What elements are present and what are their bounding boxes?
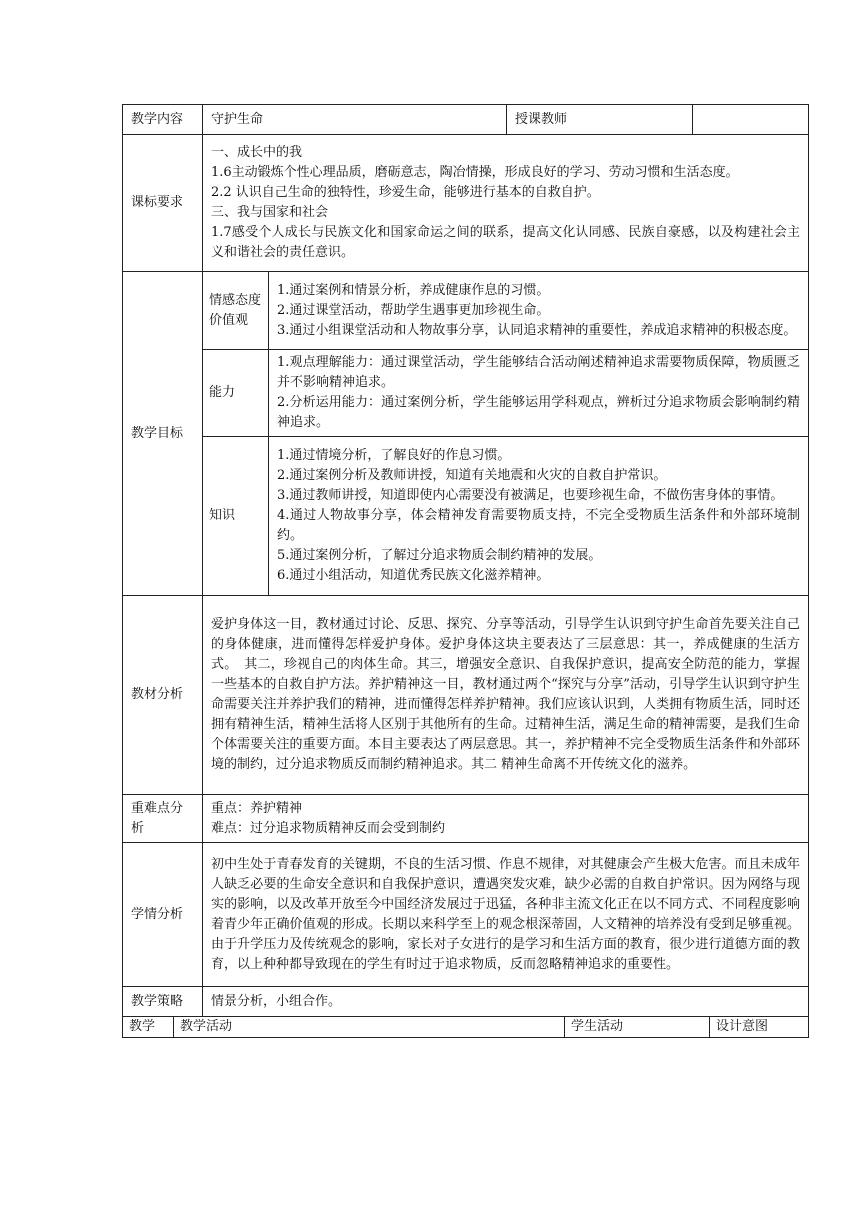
process-col-stage: 教学 <box>123 1017 174 1038</box>
textbook-content: 爱护身体这一目，教材通过讨论、反思、探究、分享等活动，引导学生认识到守护生命首先要关注自己的身体健康，进而懂得怎样爱护身体。爱护身体这块主要表达了三层意思：其一，养成健康的生活方式。 其二，珍视自己的肉体生命。其三，增强安全意识、自我保护意识，提高安全防范的能力，掌握一些基本的自救自护方法。养护精神这一目，教材通过两个“探究与分享”活动，引导学生认识到守护生命需要关注并养护我们的精神，进而懂得怎样养护精神。我们应该认识到，人类拥有物质生活，同时还拥有精神生活，精神生活将人区别于其他所有的生命。过精神生活，满足生命的精神需要，是我们生命个体需要关注的重要方面。本目主要表达了两层意思。其一，养护精神不完全受物质生活条件和外部环境的制约，过分追求物质反而制约精神追求。其二 精神生命离不开传统文化的滋养。 <box>203 596 809 795</box>
emotion-line: 2.通过课堂活动，帮助学生遇事更加珍视生命。 <box>277 302 550 318</box>
students-label: 学情分析 <box>123 843 203 987</box>
emotion-label: 情感态度价值观 <box>203 272 269 350</box>
emotion-line: 1.通过案例和情景分析，养成健康作息的习惯。 <box>277 282 550 298</box>
ability-content <box>269 350 809 437</box>
knowledge-content <box>269 437 809 596</box>
difficulty-line: 难点：过分追求物质精神反而会受到制约 <box>211 820 446 836</box>
knowledge-line: 2.通过案例分析及教师讲授，知道有关地震和火灾的自救自护常识。 <box>277 468 667 483</box>
curriculum-line: 1.7感受个人成长与民族文化和国家命运之间的联系，提高文化认同感、民族自豪感，以及构建社会主义和谐社会的责任意识。 <box>211 225 801 260</box>
key-points-row <box>123 795 809 843</box>
content-row <box>123 105 809 135</box>
knowledge-line: 4.通过人物故事分享，体会精神发育需要物质支持，不完全受物质生活条件和外部环境制约。 <box>277 508 801 543</box>
focus-line: 重点：养护精神 <box>211 800 303 816</box>
key-points-label: 重难点分析 <box>123 795 203 843</box>
curriculum-line: 1.6主动锻炼个性心理品质，磨砺意志，陶冶情操，形成良好的学习、劳动习惯和生活态度。 <box>211 165 739 180</box>
knowledge-objective-row <box>123 437 809 596</box>
textbook-label: 教材分析 <box>123 596 203 795</box>
objectives-label: 教学目标 <box>123 272 203 596</box>
teacher-value <box>693 105 809 135</box>
knowledge-line: 1.通过情境分析，了解良好的作息习惯。 <box>277 448 511 463</box>
teacher-label: 授课教师 <box>507 105 693 135</box>
process-header-row <box>123 1017 809 1038</box>
process-col-design-intent: 设计意图 <box>710 1017 809 1038</box>
process-col-teacher-activity: 教学活动 <box>174 1017 565 1038</box>
knowledge-line: 3.通过教师讲授，知道即使内心需要没有被满足，也要珍视生命，不做伤害身体的事情。 <box>277 488 784 503</box>
curriculum-row <box>123 135 809 272</box>
ability-label: 能力 <box>203 350 269 437</box>
curriculum-content <box>203 135 809 272</box>
knowledge-line: 6.通过小组活动，知道优秀民族文化滋养精神。 <box>277 568 550 583</box>
lesson-plan-page <box>122 104 808 1038</box>
process-col-student-activity: 学生活动 <box>565 1017 710 1038</box>
emotion-objective-row <box>123 272 809 350</box>
strategy-content: 情景分析，小组合作。 <box>203 987 809 1017</box>
ability-line: 2.分析运用能力：通过案例分析，学生能够运用学科观点，辨析过分追求物质会影响制约精神追求。 <box>277 395 801 430</box>
curriculum-line: 2.2 认识自己生命的独特性，珍爱生命，能够进行基本的自救自护。 <box>211 185 600 200</box>
curriculum-label: 课标要求 <box>123 135 203 272</box>
students-content: 初中生处于青春发育的关键期，不良的生活习惯、作息不规律，对其健康会产生极大危害。而且未成年人缺乏必要的生命安全意识和自我保护意识，遭遇突发灾难，缺少必需的自救自护常识。因为网络与现实的影响，以及改革开放至今中国经济发展过于迅猛，各种非主流文化正在以不同方式、不同程度影响着青少年正确价值观的形成。长期以来科学至上的观念根深蒂固，人文精神的培养没有受到足够重视。由于升学压力及传统观念的影响，家长对子女进行的是学习和生活方面的教育，很少进行道德方面的教育，以上种种都导致现在的学生有时过于追求物质，反而忽略精神追求的重要性。 <box>203 843 809 987</box>
curriculum-line: 三、我与国家和社会 <box>211 205 329 220</box>
key-points-content <box>203 795 809 843</box>
process-header-table <box>122 1017 809 1038</box>
strategy-label: 教学策略 <box>123 987 203 1017</box>
ability-objective-row <box>123 350 809 437</box>
content-label: 教学内容 <box>123 105 203 135</box>
content-value: 守护生命 <box>203 105 507 135</box>
textbook-row <box>123 596 809 795</box>
strategy-row <box>123 987 809 1017</box>
lesson-plan-table <box>122 104 809 1017</box>
emotion-line: 3.通过小组课堂活动和人物故事分享，认同追求精神的重要性，养成追求精神的积极态度。 <box>277 322 797 338</box>
knowledge-line: 5.通过案例分析，了解过分追求物质会制约精神的发展。 <box>277 548 602 563</box>
emotion-content <box>269 272 809 350</box>
students-row <box>123 843 809 987</box>
curriculum-line: 一、成长中的我 <box>211 145 303 160</box>
ability-line: 1.观点理解能力：通过课堂活动，学生能够结合活动阐述精神追求需要物质保障，物质匮乏并不影响精神追求。 <box>277 355 801 390</box>
knowledge-label: 知识 <box>203 437 269 596</box>
